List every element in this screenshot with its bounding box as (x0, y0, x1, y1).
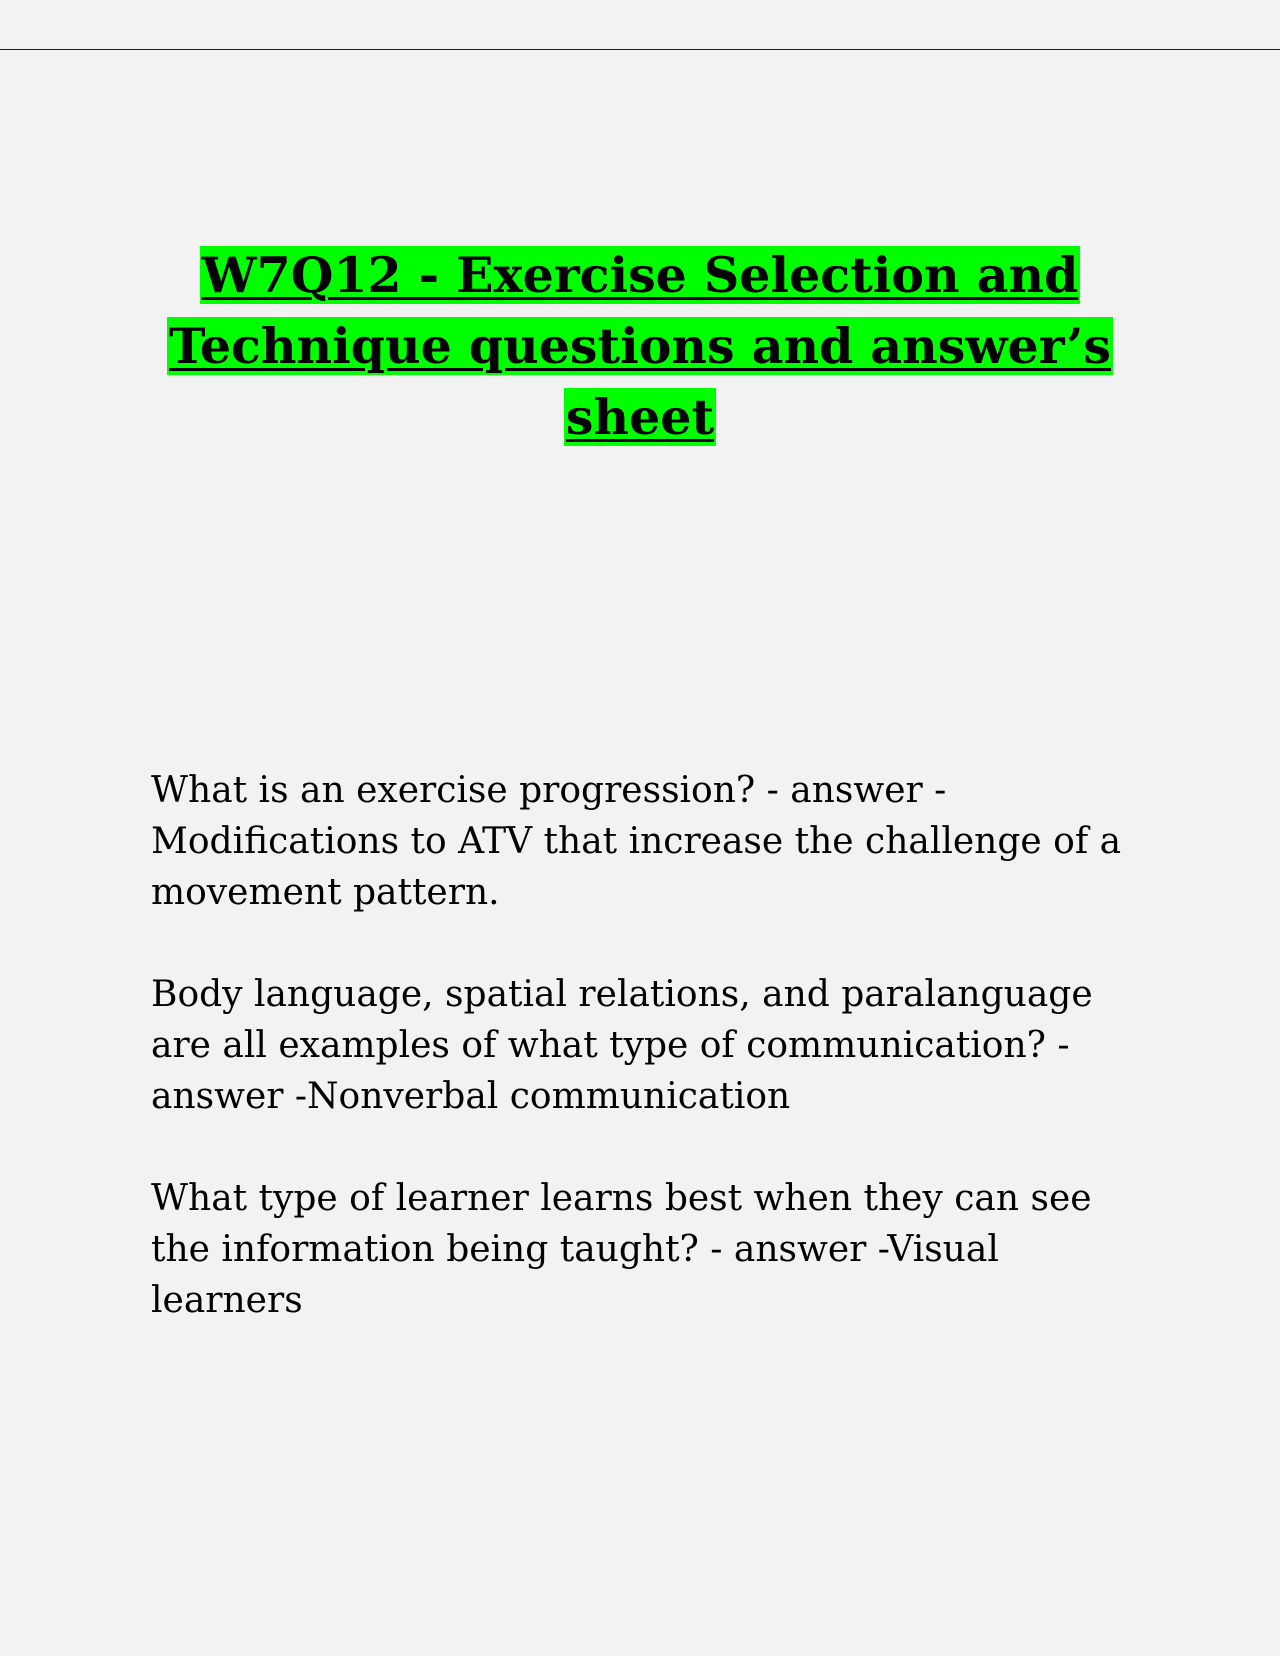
qa-item-2: Body language, spatial relations, and paralanguage are all examples of what type of communication? - answer -Nonverbal communication (151, 974, 1093, 1117)
qa-list (151, 765, 1151, 1377)
document-title-text: W7Q12 - Exercise Selection and Technique questions and answer’s sheet (169, 246, 1111, 446)
top-divider (0, 49, 1280, 50)
document-title (150, 240, 1130, 453)
qa-item-1: What is an exercise progression? - answer -Modifications to ATV that increase the challenge of a movement pattern. (151, 770, 1122, 913)
qa-item-3: What type of learner learns best when they can see the information being taught? - answer -Visual learners (151, 1178, 1092, 1321)
